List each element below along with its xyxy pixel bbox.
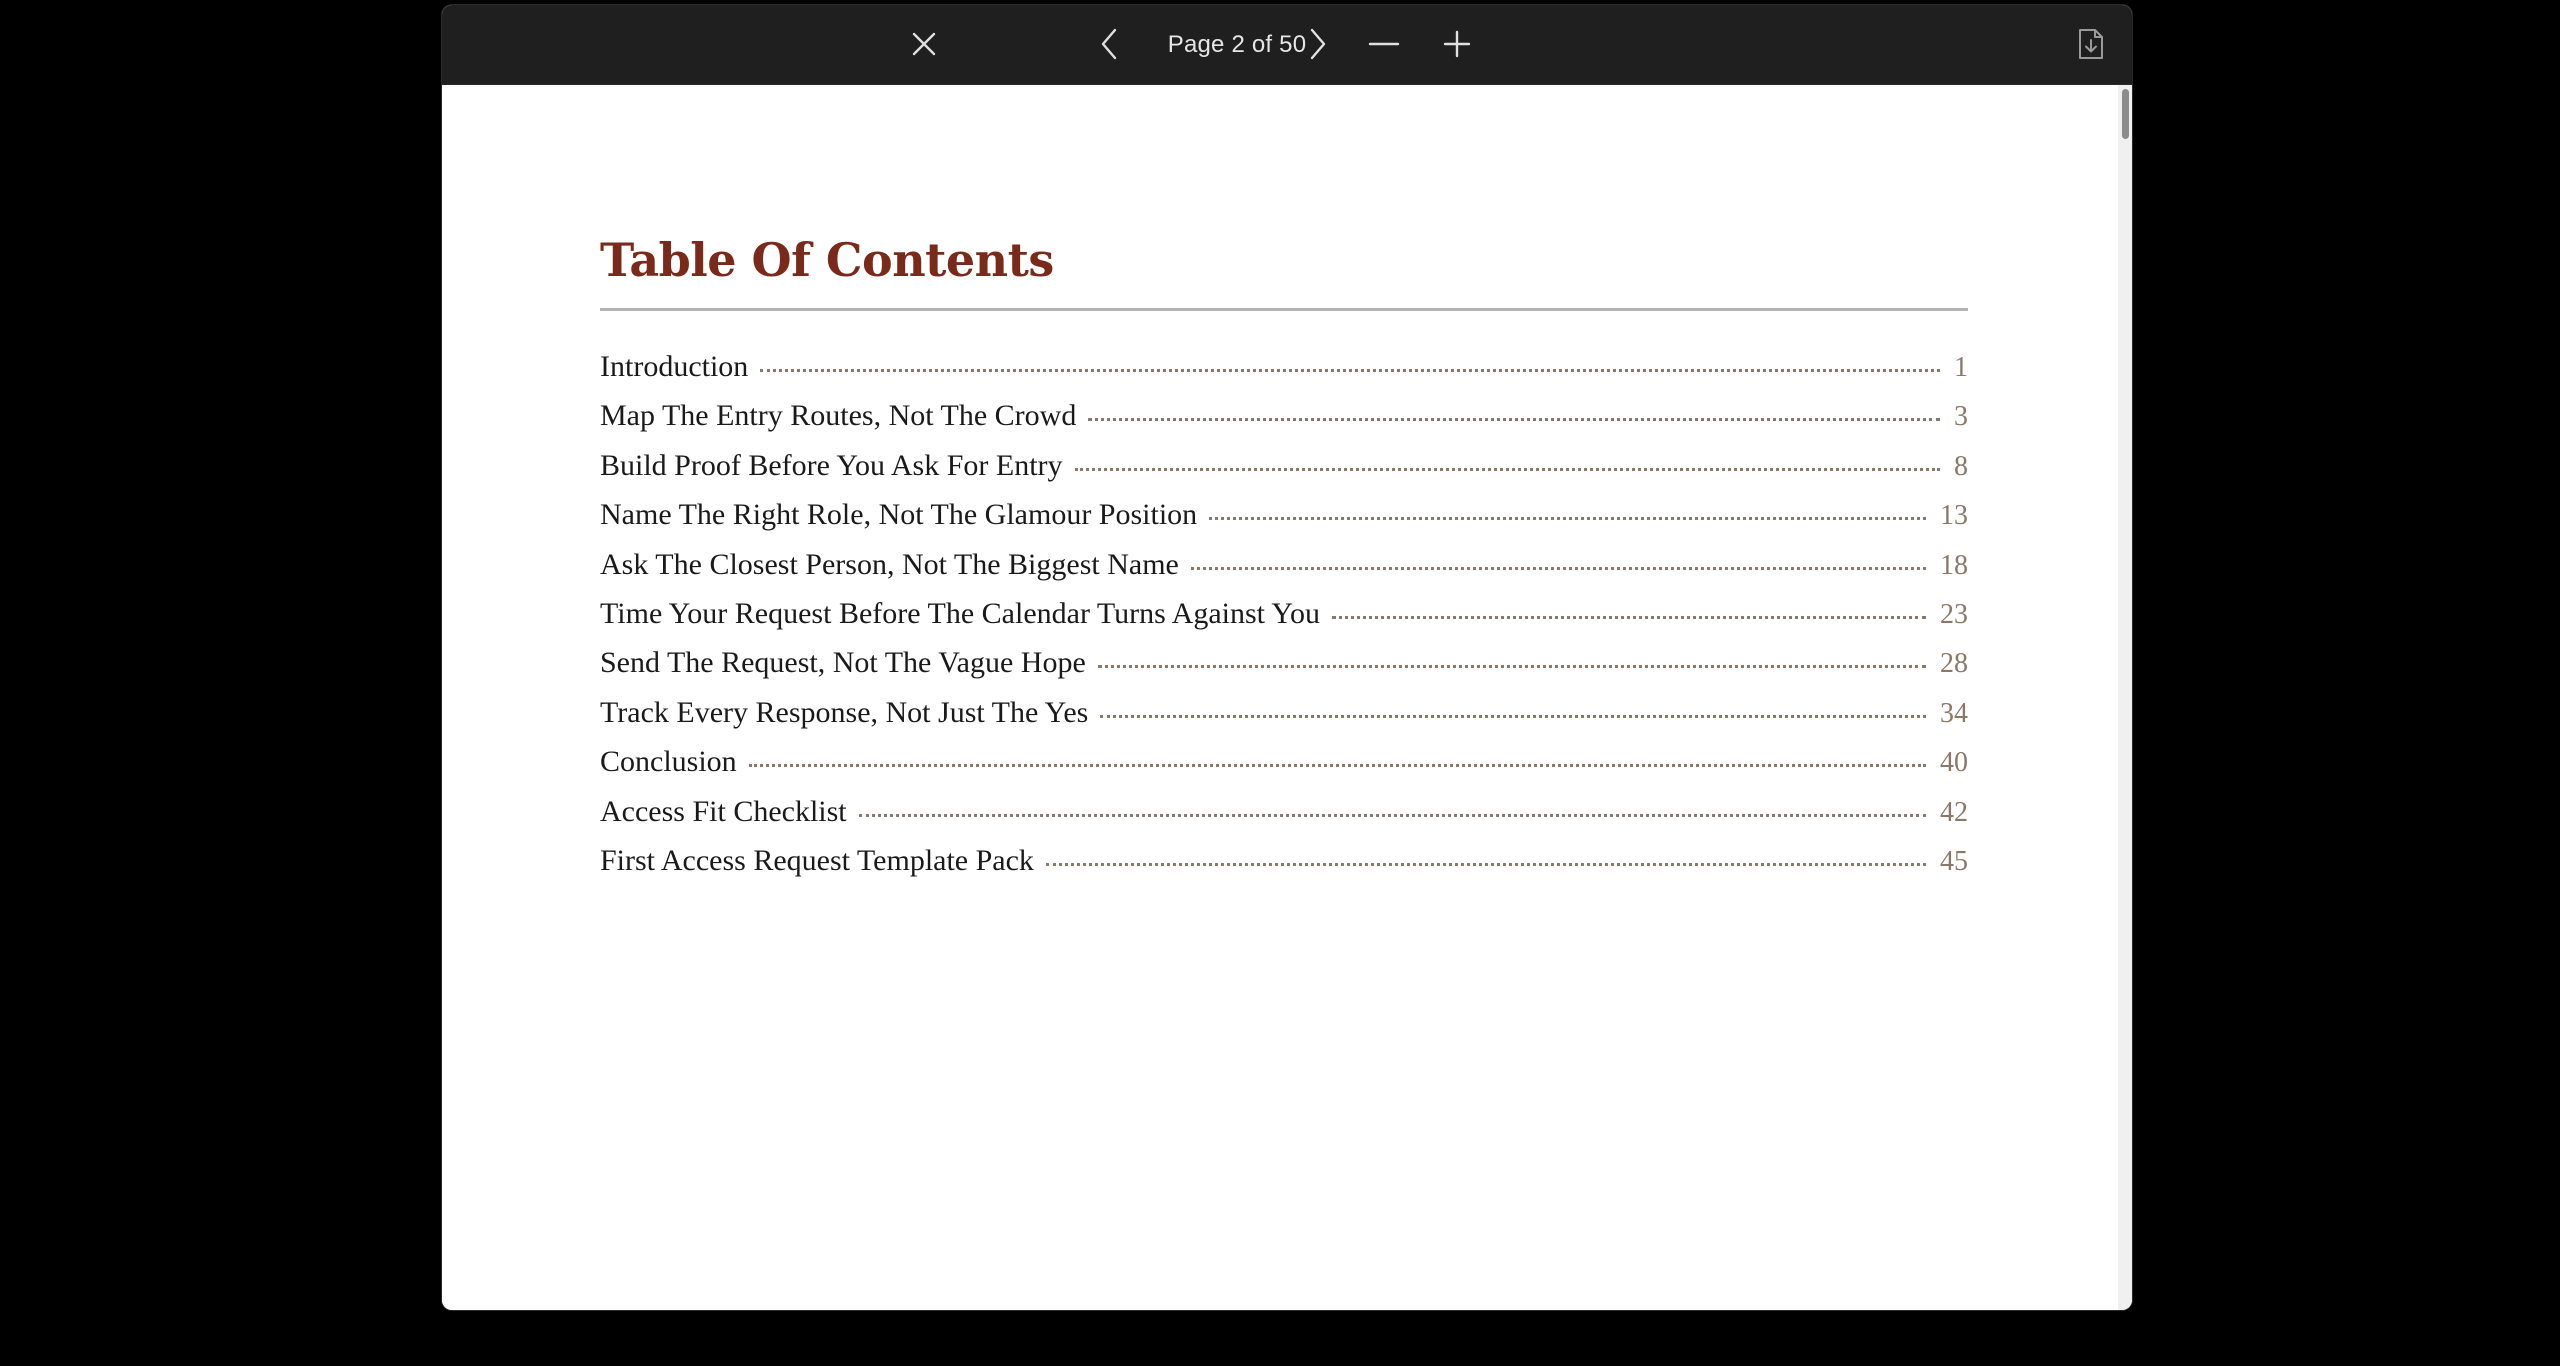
next-page-button[interactable] <box>1292 19 1342 69</box>
zoom-in-button[interactable] <box>1432 19 1482 69</box>
vertical-scrollbar[interactable] <box>2118 85 2132 1310</box>
toc-entry-label: First Access Request Template Pack <box>600 843 1034 877</box>
toc-entry-page: 34 <box>1940 697 1968 729</box>
toc-entry-page: 42 <box>1940 796 1968 828</box>
toc-entry-page: 28 <box>1940 648 1968 680</box>
toc-dot-leader <box>760 369 1940 372</box>
toc-entry-track-every-response[interactable] <box>600 696 1968 745</box>
close-button[interactable] <box>899 19 949 69</box>
toc-dot-leader <box>1100 715 1926 718</box>
toc-entry-introduction[interactable] <box>600 350 1968 399</box>
toc-entry-build-proof[interactable] <box>600 449 1968 498</box>
download-file-icon <box>2076 27 2106 61</box>
toc-dot-leader <box>1098 665 1926 668</box>
title-divider <box>600 308 1968 311</box>
toc-entry-label: Introduction <box>600 350 749 383</box>
pdf-viewer-window <box>442 5 2132 1310</box>
toc-entry-access-fit-checklist[interactable] <box>600 795 1968 844</box>
toc-dot-leader <box>1191 567 1926 570</box>
toc-entry-page: 45 <box>1940 845 1968 877</box>
toc-entry-label: Time Your Request Before The Calendar Turns Against You <box>600 596 1321 630</box>
download-button[interactable] <box>2066 19 2116 69</box>
toc-dot-leader <box>1332 616 1926 619</box>
toc-entry-map-entry-routes[interactable] <box>600 399 1968 448</box>
toc-entry-page: 40 <box>1940 747 1968 779</box>
previous-page-button[interactable] <box>1085 19 1135 69</box>
minus-icon <box>1368 31 1400 57</box>
toc-list <box>600 350 1968 893</box>
toc-entry-label: Track Every Response, Not Just The Yes <box>600 695 1089 729</box>
document-page <box>442 85 2118 1310</box>
toc-entry-time-your-request[interactable] <box>600 597 1968 646</box>
chevron-right-icon <box>1304 27 1330 61</box>
toc-entry-template-pack[interactable] <box>600 844 1968 893</box>
toc-dot-leader <box>1088 418 1940 421</box>
toc-dot-leader <box>749 764 1926 767</box>
toc-entry-label: Build Proof Before You Ask For Entry <box>600 448 1063 482</box>
toc-entry-label: Conclusion <box>600 745 737 779</box>
chevron-left-icon <box>1097 27 1123 61</box>
toc-entry-page: 1 <box>1954 352 1968 383</box>
toc-entry-page: 13 <box>1940 500 1968 532</box>
toc-entry-conclusion[interactable] <box>600 745 1968 794</box>
toc-entry-name-right-role[interactable] <box>600 498 1968 547</box>
toc-entry-label: Ask The Closest Person, Not The Biggest Name <box>600 547 1179 581</box>
viewer-toolbar <box>442 5 2132 85</box>
toc-entry-label: Access Fit Checklist <box>600 794 847 828</box>
scrollbar-thumb[interactable] <box>2122 89 2129 139</box>
toc-entry-page: 23 <box>1940 598 1968 630</box>
toc-entry-label: Send The Request, Not The Vague Hope <box>600 646 1086 680</box>
close-icon <box>911 31 937 57</box>
toc-dot-leader <box>859 814 1926 817</box>
toc-dot-leader <box>1046 863 1926 866</box>
toc-entry-page: 18 <box>1940 549 1968 581</box>
plus-icon <box>1443 30 1471 58</box>
toc-entry-ask-closest-person[interactable] <box>600 548 1968 597</box>
toc-dot-leader <box>1209 517 1926 520</box>
toc-title: Table Of Contents <box>600 233 1054 287</box>
toc-entry-page: 8 <box>1954 450 1968 482</box>
toc-entry-send-the-request[interactable] <box>600 646 1968 695</box>
toc-dot-leader <box>1075 468 1940 471</box>
zoom-out-button[interactable] <box>1359 19 1409 69</box>
toc-entry-label: Name The Right Role, Not The Glamour Position <box>600 498 1198 532</box>
page-indicator: Page 2 of 50 <box>1167 30 1307 58</box>
toc-entry-page: 3 <box>1954 401 1968 433</box>
toc-entry-label: Map The Entry Routes, Not The Crowd <box>600 399 1077 433</box>
